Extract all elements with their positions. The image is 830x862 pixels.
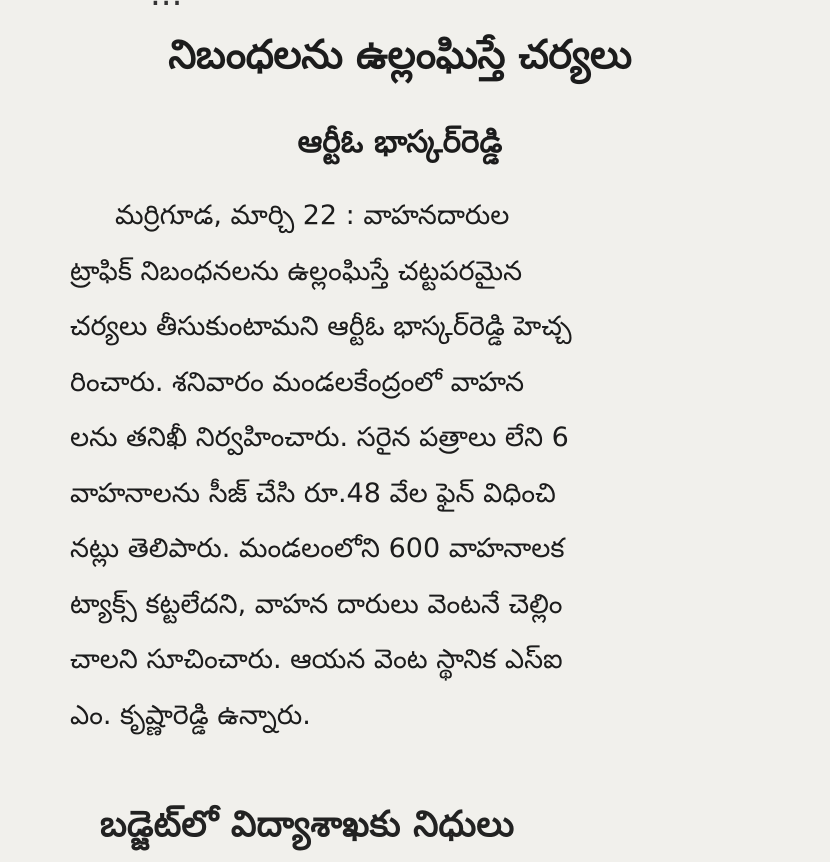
- article-line: లను తనిఖీ నిర్వహించారు. సరైన పత్రాలు లేని 6: [70, 422, 569, 453]
- article-line: వాహనాలను సీజ్ చేసి రూ.48 వేల ఫైన్ విధించి: [70, 477, 556, 509]
- article-headline: నిబంధలను ఉల్లంఘిస్తే చర్యలు: [168, 32, 632, 78]
- article-line: రించారు. శనివారం మండలకేంద్రంలో వాహన: [70, 366, 525, 398]
- article-line: నట్లు తెలిపారు. మండలంలోని 600 వాహనాలక: [70, 533, 565, 564]
- article-line: మర్రిగూడ, మార్చి 22 : వాహనదారుల: [115, 200, 510, 231]
- article-line: చాలని సూచించారు. ఆయన వెంట స్థానిక ఎస్ఐ: [70, 644, 563, 675]
- article-line: ఎం. కృష్ణారెడ్డి ఉన్నారు.: [70, 699, 311, 731]
- next-article-headline: బడ్జెట్‌లో విద్యాశాఖకు నిధులు: [100, 804, 515, 845]
- article-line: ట్రాఫిక్ నిబంధనలను ఉల్లంఘిస్తే చట్టపరమైన: [70, 255, 523, 287]
- article-line: చర్యలు తీసుకుంటామని ఆర్టీఓ భాస్కర్‌రెడ్డి హెచ్చ: [70, 311, 572, 342]
- article-byline: ఆర్టీఓ భాస్కర్‌రెడ్డి: [297, 124, 503, 160]
- previous-article-fragment: [150, 0, 182, 14]
- article-line: ట్యాక్స్ కట్టలేదని, వాహన దారులు వెంటనే చెల్లిం: [70, 588, 563, 620]
- article-body: [70, 188, 830, 743]
